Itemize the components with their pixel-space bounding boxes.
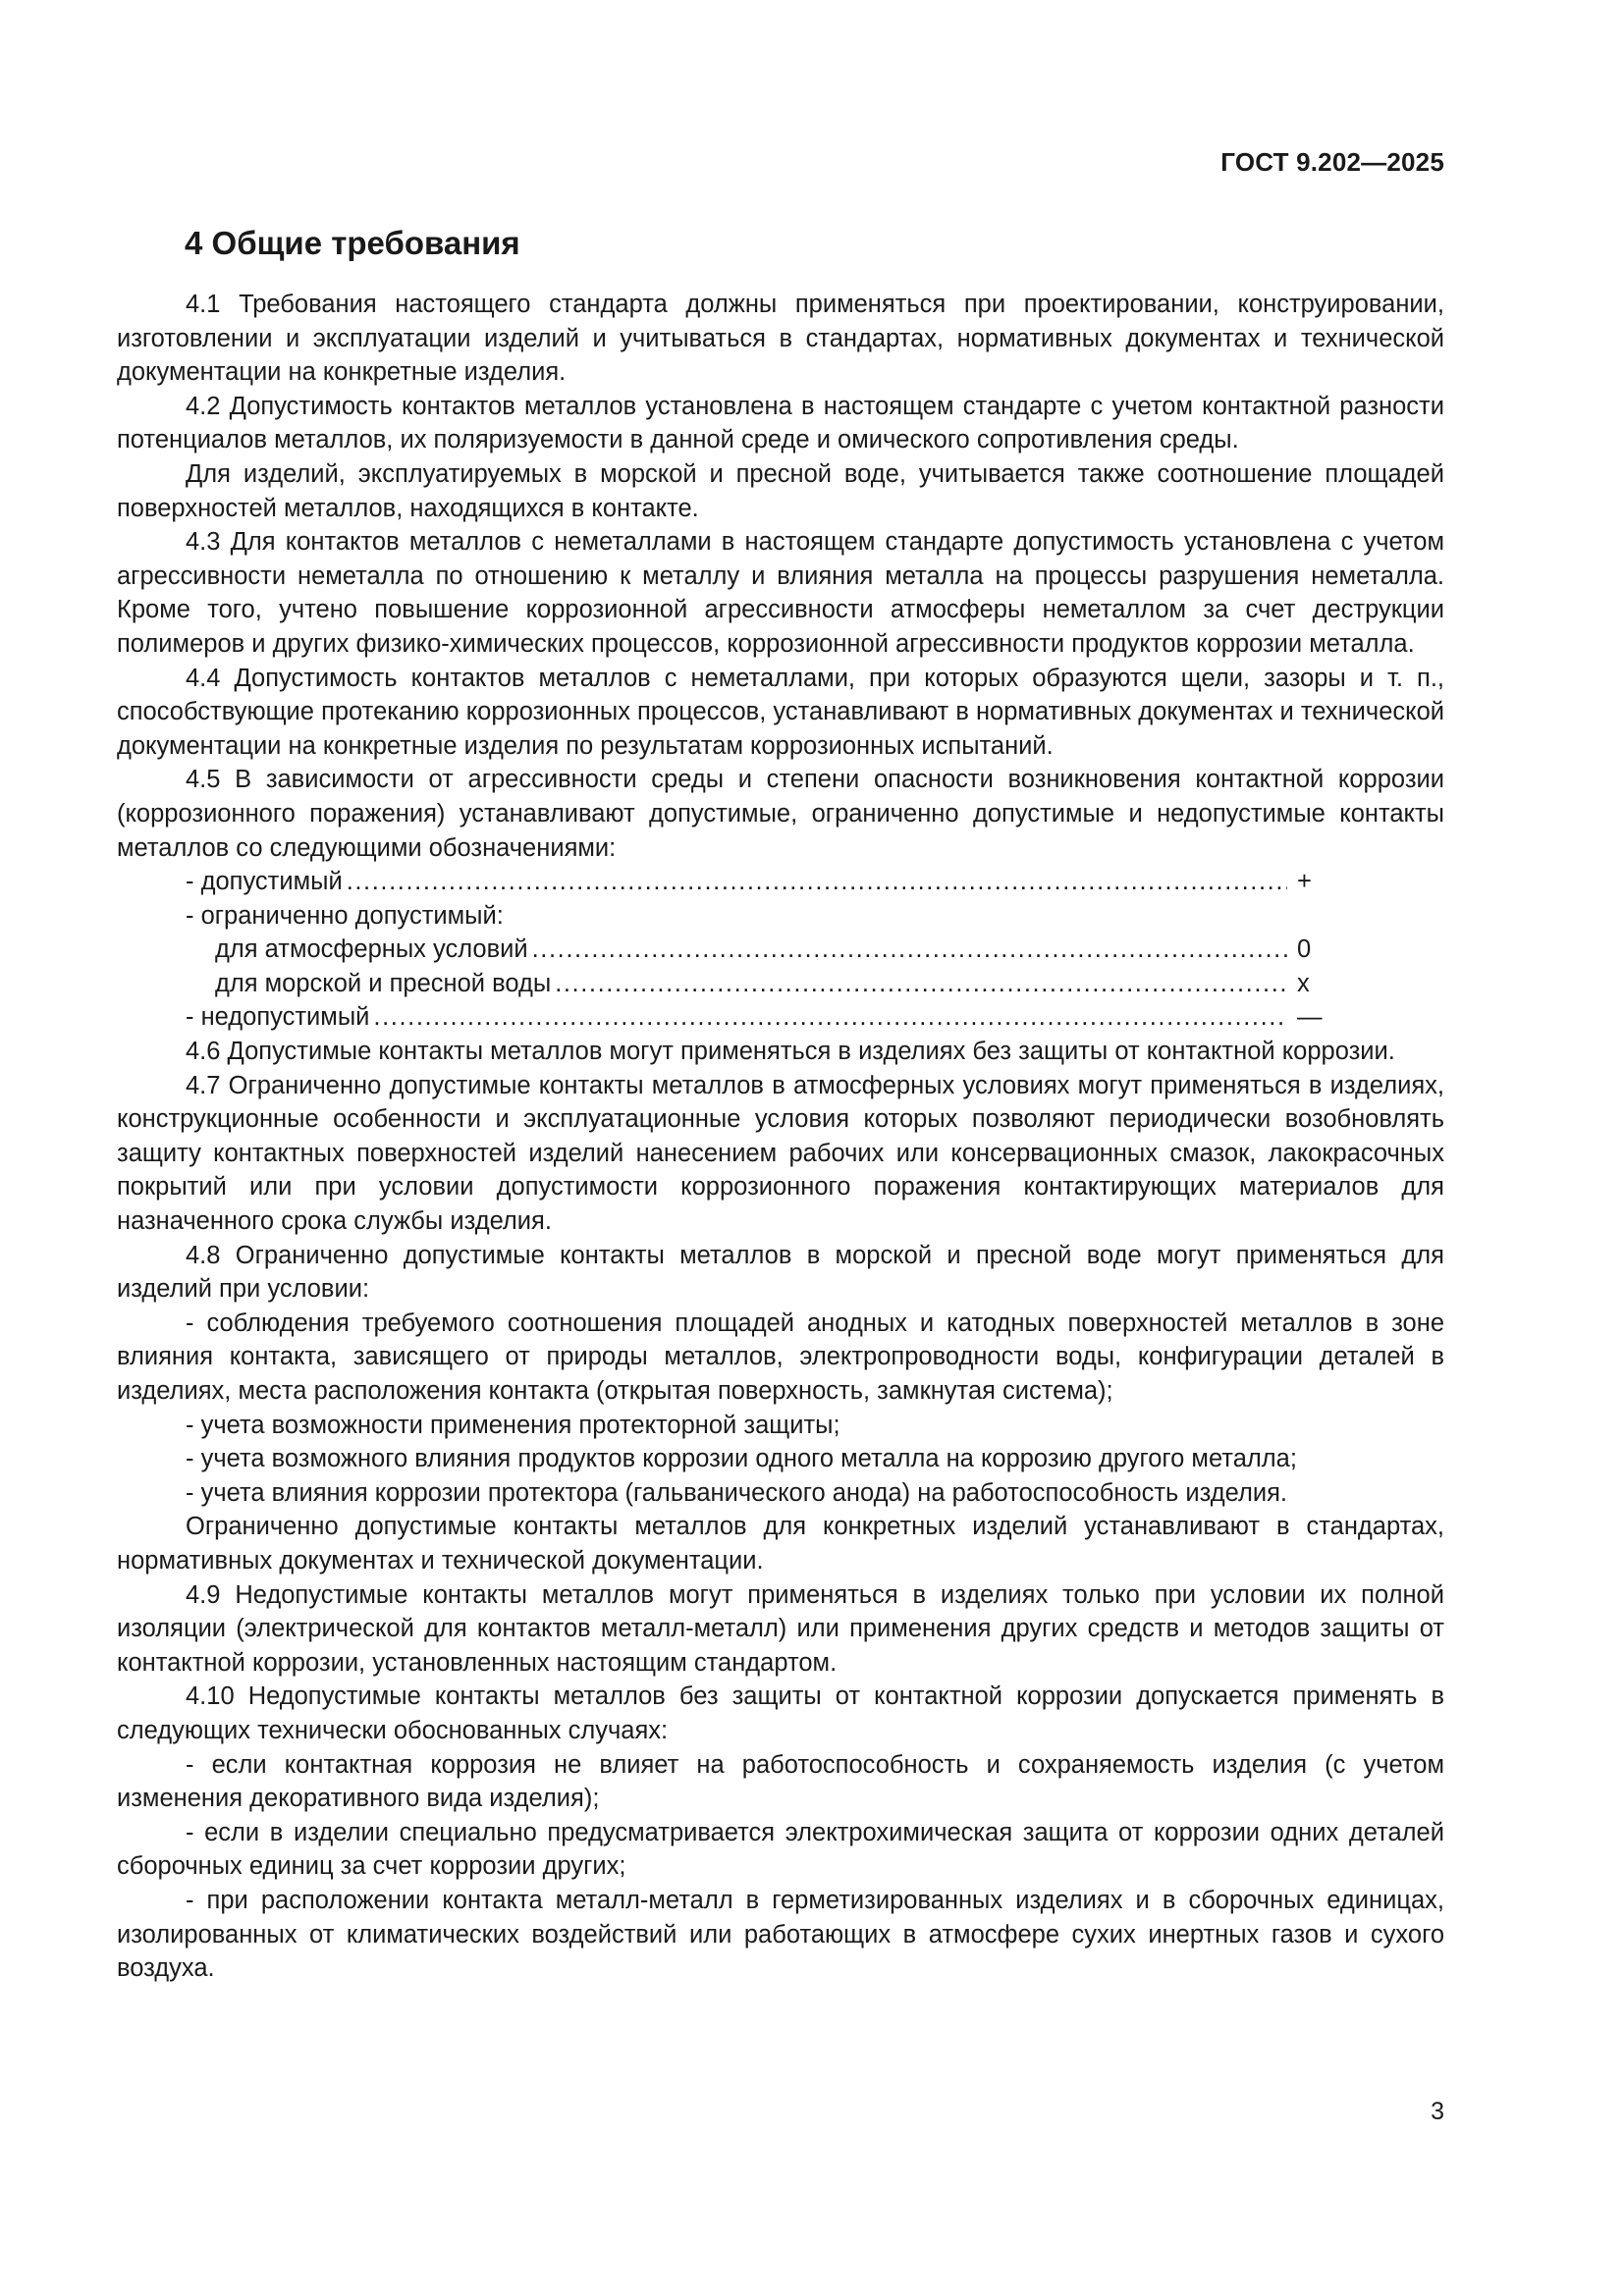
designation-label: для атмосферных условий bbox=[215, 935, 528, 964]
designation-limited-atmospheric bbox=[117, 933, 1444, 967]
designation-symbol: — bbox=[1297, 1003, 1323, 1032]
leader-dots bbox=[347, 865, 1287, 899]
leader-dots bbox=[555, 967, 1287, 1001]
list-item: - если контактная коррозия не влияет на работоспособность и сохраняемость изделия (с учетом изменения декоративного вида изделия); bbox=[117, 1750, 1444, 1813]
page-number: 3 bbox=[1431, 2098, 1444, 2125]
paragraph-4-4: 4.4 Допустимость контактов металлов с неметаллами, при которых образуются щели, зазоры и т. п., способствующие протеканию коррозионных процессов, устанавливают в нормативных документах и технической документации на конкретные изделия по результатам коррозионных испытаний. bbox=[117, 664, 1444, 760]
designation-symbol: + bbox=[1297, 868, 1312, 896]
paragraph-4-9: 4.9 Недопустимые контакты металлов могут применяться в изделиях только при условии их полной изоляции (электрической для контактов металл-металл) или применения других средств и методов защиты от контактной коррозии, установленных настоящим стандартом. bbox=[117, 1580, 1444, 1677]
designation-symbol: x bbox=[1297, 969, 1310, 997]
paragraph-4-2-note: Для изделий, эксплуатируемых в морской и пресной воде, учитывается также соотношение площадей поверхностей металлов, находящихся в контакте. bbox=[117, 459, 1444, 522]
document-designation: ГОСТ 9.202—2025 bbox=[1220, 147, 1444, 177]
designation-impermissible bbox=[117, 1000, 1444, 1035]
designation-limited bbox=[117, 899, 1444, 934]
designation-label: для морской и пресной воды bbox=[215, 969, 552, 997]
designation-permissible bbox=[117, 865, 1444, 899]
contact-designation-list bbox=[117, 865, 1444, 1035]
list-item: - при расположении контакта металл-металл в герметизированных изделиях и в сборочных единицах, изолированных от климатических воздействий или работающих в атмосфере сухих инертных газов и сухого воздуха. bbox=[117, 1886, 1444, 1983]
paragraph-4-5: 4.5 В зависимости от агрессивности среды и степени опасности возникновения контактной коррозии (коррозионного поражения) устанавливают допустимые, ограниченно допустимые и недопустимые контакты металлов со следующими обозначениями: bbox=[117, 766, 1444, 862]
list-item: - если в изделии специально предусматривается электрохимическая защита от коррозии одних деталей сборочных единиц за счет коррозии других; bbox=[117, 1818, 1444, 1881]
designation-label: - ограниченно допустимый: bbox=[186, 901, 504, 930]
paragraph-4-8: 4.8 Ограниченно допустимые контакты металлов в морской и пресной воде могут применяться для изделий при условии: bbox=[117, 1241, 1444, 1304]
leader-dots bbox=[532, 933, 1287, 967]
paragraph-4-1: 4.1 Требования настоящего стандарта должны применяться при проектировании, конструировании, изготовлении и эксплуатации изделий и учитываться в стандартах, нормативных документах и технической документации на конкретные изделия. bbox=[117, 291, 1444, 387]
designation-label: - допустимый bbox=[186, 868, 343, 896]
list-item: - соблюдения требуемого соотношения площадей анодных и катодных поверхностей металлов в зоне влияния контакта, зависящего от природы металлов, электропроводности воды, конфигурации деталей в изделиях, места расположения контакта (открытая поверхность, замкнутая система); bbox=[117, 1308, 1444, 1405]
paragraph-4-3: 4.3 Для контактов металлов с неметаллами в настоящем стандарте допустимость установлена с учетом агрессивности неметалла по отношению к металлу и влияния металла на процессы разрушения неметалла. Кроме того, учтено повышение коррозионной агрессивности атмосферы неметаллом за счет деструкции полимеров и других физико-химических процессов, коррозионной агрессивности продуктов коррозии металла. bbox=[117, 528, 1444, 658]
designation-label: - недопустимый bbox=[186, 1003, 370, 1032]
paragraph-4-10: 4.10 Недопустимые контакты металлов без защиты от контактной коррозии допускается применять в следующих технически обоснованных случаях: bbox=[117, 1682, 1444, 1744]
list-item: - учета возможности применения протекторной защиты; bbox=[186, 1411, 840, 1439]
paragraph-4-6: 4.6 Допустимые контакты металлов могут применяться в изделиях без защиты от контактной коррозии. bbox=[186, 1038, 1395, 1066]
designation-symbol: 0 bbox=[1297, 935, 1312, 964]
leader-dots bbox=[373, 1000, 1287, 1035]
designation-limited-water bbox=[117, 967, 1444, 1001]
section-body bbox=[117, 288, 1444, 1986]
section-title: 4 Общие требования bbox=[185, 225, 520, 261]
paragraph-4-7: 4.7 Ограниченно допустимые контакты металлов в атмосферных условиях могут применяться в изделиях, конструкционные особенности и эксплуатационные условия которых позволяют периодически возобновлять защиту контактных поверхностей изделий нанесением рабочих или консервационных смазок, лакокрасочных покрытий или при условии допустимости коррозионного поражения контактирующих материалов для назначенного срока службы изделия. bbox=[117, 1071, 1444, 1236]
paragraph-4-2: 4.2 Допустимость контактов металлов установлена в настоящем стандарте с учетом контактной разности потенциалов металлов, их поляризуемости в данной среде и омического сопротивления среды. bbox=[117, 392, 1444, 454]
list-item: - учета влияния коррозии протектора (гальванического анода) на работоспособность изделия. bbox=[186, 1478, 1287, 1507]
paragraph-4-8-note: Ограниченно допустимые контакты металлов для конкретных изделий устанавливают в стандартах, нормативных документах и технической документации. bbox=[117, 1513, 1444, 1575]
list-item: - учета возможного влияния продуктов коррозии одного металла на коррозию другого металла; bbox=[186, 1445, 1297, 1473]
